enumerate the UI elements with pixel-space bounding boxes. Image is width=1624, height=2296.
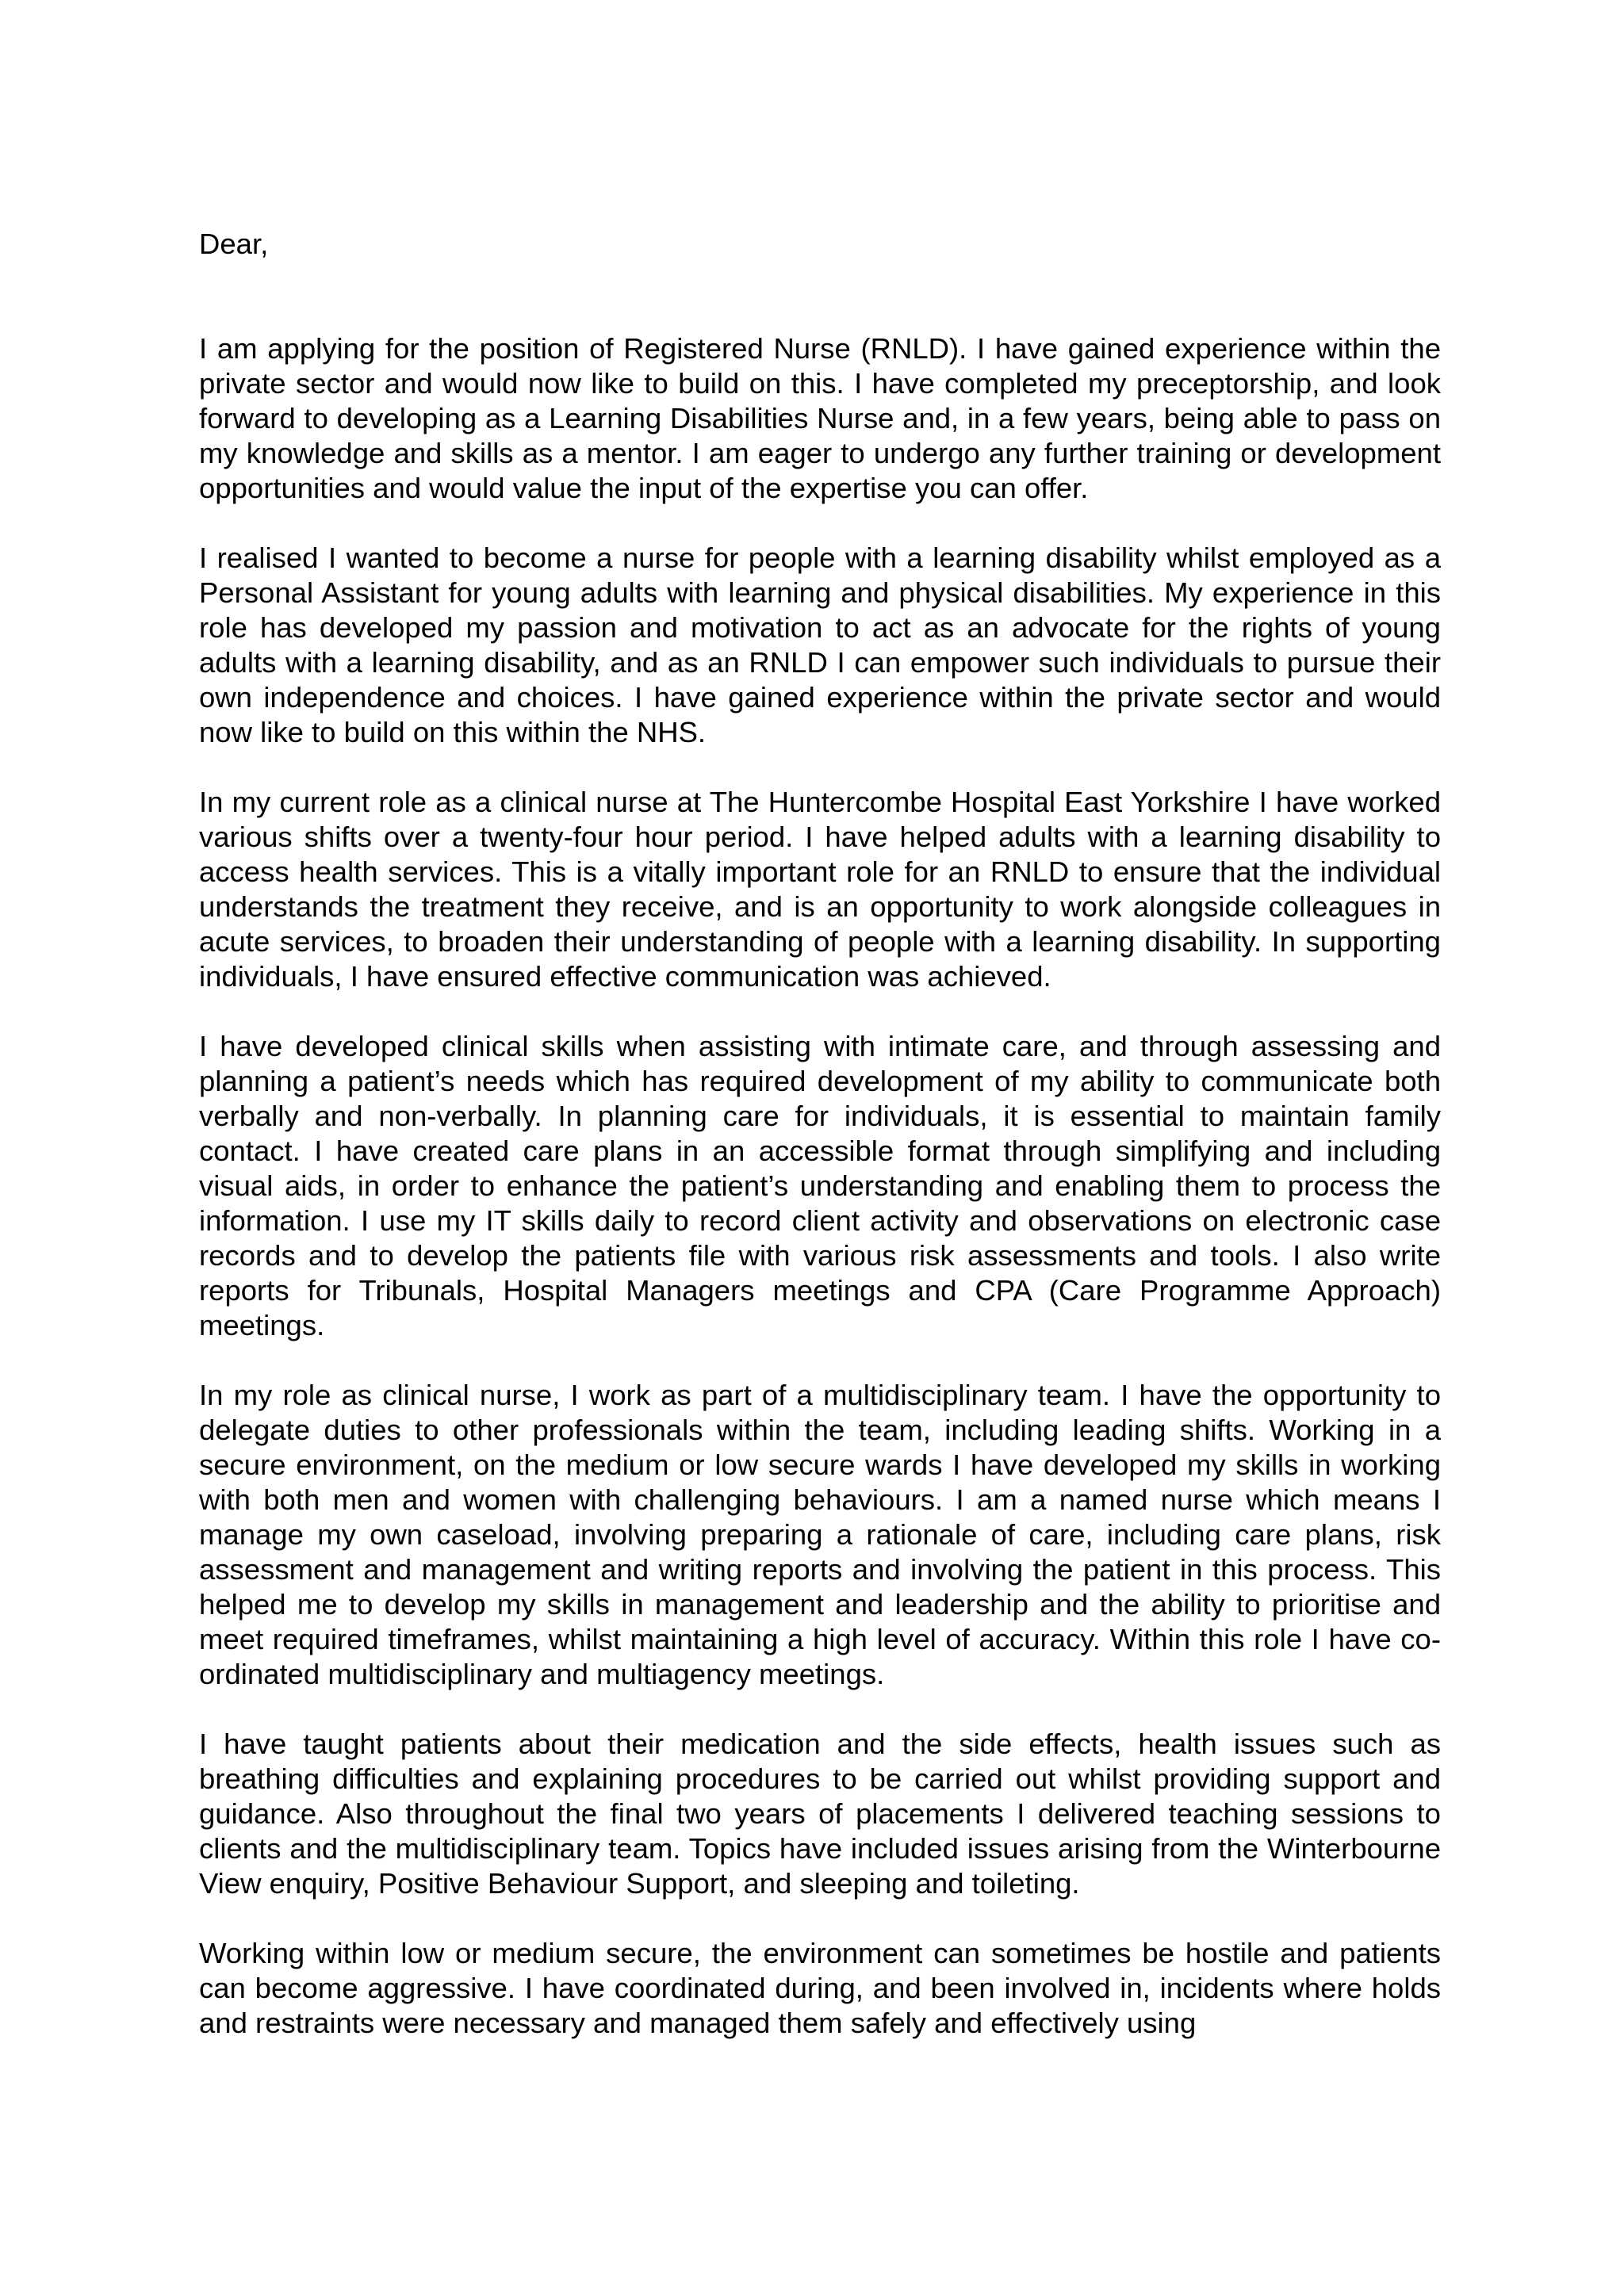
paragraph-teamwork: In my role as clinical nurse, I work as part of a multidisciplinary team. I have the opportunity to delegate duties to other professionals within the team, including leading shifts. Working in a secure environment, on the medium or low secure wards I have developed my skills in working with both men and women with challenging behaviours. I am a named nurse which means I manage my own caseload, involving preparing a rationale of care, including care plans, risk assessment and management and writing reports and involving the patient in this process. This helped me to develop my skills in management and leadership and the ability to prioritise and meet required timeframes, whilst maintaining a high level of accuracy. Within this role I have co-ordinated multidisciplinary and multiagency meetings. bbox=[199, 1379, 1441, 1690]
cover-letter-body bbox=[199, 227, 1441, 2041]
paragraph-current-role: In my current role as a clinical nurse at The Huntercombe Hospital East Yorkshire I have worked various shifts over a twenty-four hour period. I have helped adults with a learning disability to access health services. This is a vitally important role for an RNLD to ensure that the individual understands the treatment they receive, and is an opportunity to work alongside colleagues in acute services, to broaden their understanding of people with a learning disability. In supporting individuals, I have ensured effective communication was achieved. bbox=[199, 786, 1441, 993]
paragraph-secure-environment: Working within low or medium secure, the environment can sometimes be hostile and patients can become aggressive. I have coordinated during, and been involved in, incidents where holds and restraints were necessary and managed them safely and effectively using bbox=[199, 1937, 1441, 2039]
salutation: Dear, bbox=[199, 228, 269, 260]
paragraph-motivation: I realised I wanted to become a nurse for people with a learning disability whilst employed as a Personal Assistant for young adults with learning and physical disabilities. My experience in this role has developed my passion and motivation to act as an advocate for the rights of young adults with a learning disability, and as an RNLD I can empower such individuals to pursue their own independence and choices. I have gained experience within the private sector and would now like to build on this within the NHS. bbox=[199, 541, 1441, 748]
paragraph-clinical-skills: I have developed clinical skills when assisting with intimate care, and through assessing and planning a patient’s needs which has required development of my ability to communicate both verbally and non-verbally. In planning care for individuals, it is essential to maintain family contact. I have created care plans in an accessible format through simplifying and including visual aids, in order to enhance the patient’s understanding and enabling them to process the information. I use my IT skills daily to record client activity and observations on electronic case records and to develop the patients file with various risk assessments and tools. I also write reports for Tribunals, Hospital Managers meetings and CPA (Care Programme Approach) meetings. bbox=[199, 1030, 1441, 1341]
paragraph-introduction: I am applying for the position of Registered Nurse (RNLD). I have gained experience within the private sector and would now like to build on this. I have completed my preceptorship, and look forward to developing as a Learning Disabilities Nurse and, in a few years, being able to pass on my knowledge and skills as a mentor. I am eager to undergo any further training or development opportunities and would value the input of the expertise you can offer. bbox=[199, 332, 1441, 504]
paragraph-teaching: I have taught patients about their medication and the side effects, health issues such as breathing difficulties and explaining procedures to be carried out whilst providing support and guidance. Also throughout the final two years of placements I delivered teaching sessions to clients and the multidisciplinary team. Topics have included issues arising from the Winterbourne View enquiry, Positive Behaviour Support, and sleeping and toileting. bbox=[199, 1728, 1441, 1900]
